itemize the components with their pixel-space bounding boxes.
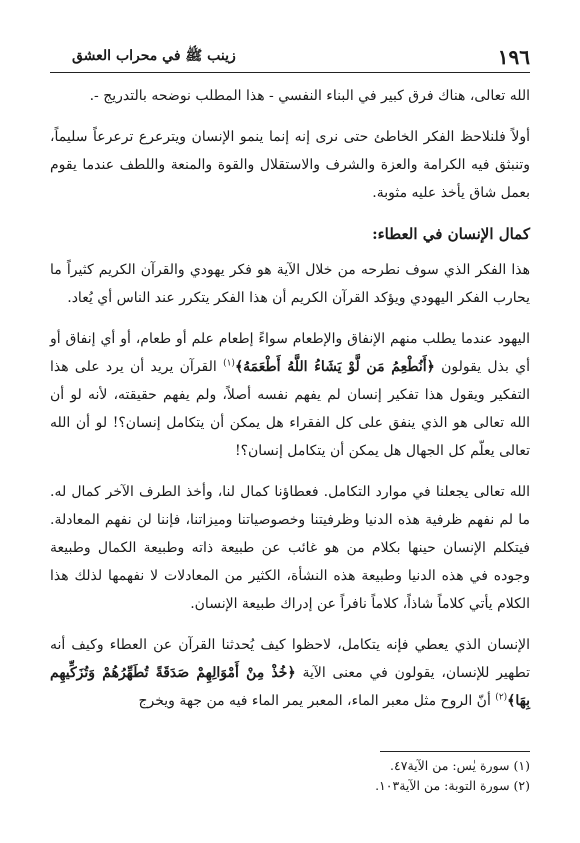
paragraph-2: أولاً فلنلاحظ الفكر الخاطئ حتى نرى إنه إنما ينمو الإنسان ويترعرع ترعرعاً سليماً، وتنبثق فيه الكرامة والعزة والشرف والاستقلال والقوة والمنعة واللطف عندما يقوم بعمل شاق يأخذ عليه مثوبة. [50,129,530,201]
paragraph-6-text-a: الإنسان الذي يعطي فإنه يتكامل، لاحظوا كيف يُحدثنا القرآن عن العطاء وكيف أنه تطهير للإنسان، يقولون في معنى الآية [50,637,530,681]
paragraph-6-text-b: أنّ الروح مثل معبر الماء، المعبر يمر الماء فيه من جهة ويخرج [138,693,496,709]
paragraph-6 [50,631,530,715]
paragraph-4-text-a: اليهود عندما يطلب منهم الإنفاق والإطعام سواءً إطعام علم أو طعام، أو أي إنفاق أو أي بذل يقولون [50,331,530,375]
page-header [72,46,530,68]
footnote-ref-2: (٢) [495,692,508,703]
paragraph-1: الله تعالى، هناك فرق كبير في البناء النفسي - هذا المطلب نوضحه بالتدريج -. [89,88,530,104]
footnote-1: (١) سورة يٰس: من الآية٤٧. [390,758,530,773]
footnote-2: (٢) سورة التوبة: من الآية١٠٣. [375,778,530,793]
paragraph-4 [50,325,530,465]
footnote-rule [380,751,530,752]
paragraph-5: الله تعالى يجعلنا في موارد التكامل. فعطاؤنا كمال لنا، وأخذ الطرف الآخر كمال له. ما لم نفهم ظرفية هذه الدنيا وظرفيتنا وخصوصياتنا وميزاتنا، فإننا لن نفهم المعادلة. فيتكلم الإنسان حينها بكلام من هو غائب عن طبيعة ذاته وطبيعة الكمال وطبيعة وجوده في هذه الدنيا وطبيعة هذه النشأة، الكثير من المعادلات لا نفهمها لذلك هذا الكلام يأتي كلاماً شاذاً، كلاماً نافراً عن إدراك طبيعة الإنسان. [50,484,530,612]
section-heading: كمال الإنسان في العطاء: [372,225,530,243]
page-body [50,82,530,728]
header-rule [50,72,530,73]
paragraph-4-text-b: القرآن يريد أن يرد على هذا التفكير ويقول هذا تفكير إنسان لم يفهم نفسه أصلاً، ولم يفهم حقيقته، لأنه لو أن الله تعالى هو الذي ينفق على كل الفقراء هل يمكن أن يتكامل إنسان؟! لو أن الله تعالى يعلّم كل الجهال هل يمكن أن يتكامل إنسان؟! [50,359,530,459]
quran-quote-1: ﴿أَنُطْعِمُ مَن لَّوْ يَشَاءُ اللَّهُ أَطْعَمَهُ﴾ [234,359,435,375]
quran-quote-2: ﴿خُذْ مِنْ أَمْوَالِهِمْ صَدَقَةً تُطَهِّرُهُمْ وَتُزَكِّيهِم بِهَا﴾ [50,665,530,709]
paragraph-3: هذا الفكر الذي سوف نطرحه من خلال الآية هو فكر يهودي والقرآن الكريم كثيراً ما يحارب الفكر اليهودي ويؤكد القرآن الكريم أن هذا الفكر يتكرر عند الناس أي يُعاد. [50,262,530,306]
page-number: ١٩٦ [497,45,530,69]
running-title: زينب ﷺ في محراب العشق [72,48,236,64]
footnote-ref-1: (١) [223,358,235,369]
footnotes [50,756,530,796]
